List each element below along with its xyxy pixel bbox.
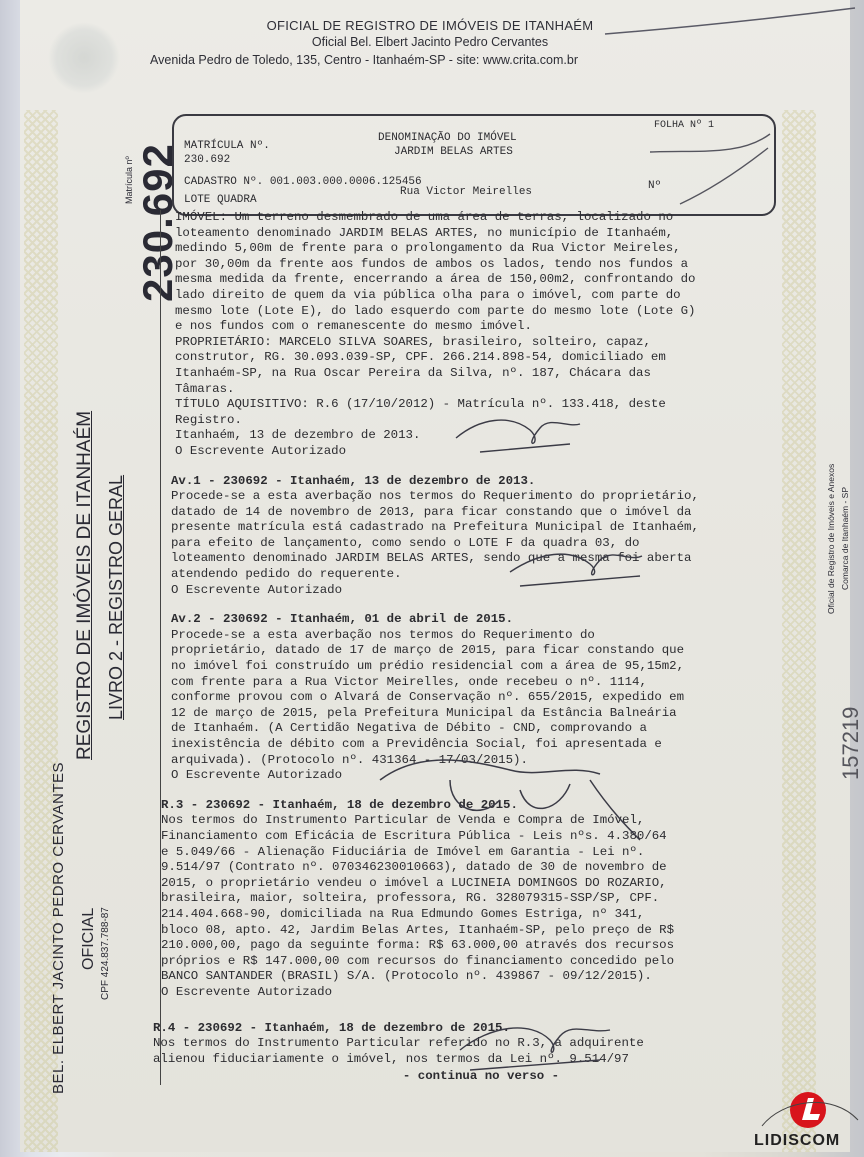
box-rua: Rua Victor Meirelles	[400, 186, 533, 198]
box-lote-quadra: LOTE QUADRA	[184, 194, 257, 206]
box-matricula-value: 230.692	[184, 154, 231, 166]
sidebar-cpf: CPF 424.837.788-87	[100, 907, 111, 1000]
entry-line: 2015, o proprietário vendeu o imóvel a LUCINEIA DOMINGOS DO ROZARIO,	[161, 875, 667, 890]
entry-line: mesma medida da frente, encerrando a área de 150,00m2, confrontando do	[175, 272, 696, 287]
coat-of-arms-seal	[48, 22, 120, 94]
entry-title: Av.2 - 230692 - Itanhaém, 01 de abril de 2015.	[171, 612, 514, 627]
lidiscom-logo	[752, 1080, 862, 1152]
entry-line: 12 de março de 2015, pela Prefeitura Municipal da Estância Balneária	[171, 705, 677, 720]
entry-line: Nos termos do Instrumento Particular de Venda e Compra de Imóvel,	[161, 813, 645, 828]
signature-2	[500, 540, 650, 590]
entry-line: no imóvel foi construído um prédio residencial com a área de 95,15m2,	[171, 659, 685, 674]
entry-line: e 5.049/66 - Alienação Fiduciária de Imóvel em Garantia - Lei nº.	[161, 844, 645, 859]
entry-line: O Escrevente Autorizado	[171, 582, 343, 597]
entry-line: brasileira, maior, solteira, professora, RG. 328079315-SSP/SP, CPF.	[161, 891, 660, 906]
entry-line: para efeito de lançamento, como sendo o LOTE F da quadra 03, do	[171, 535, 640, 550]
entry-line: 214.404.668-90, domiciliada na Rua Edmundo Gomes Estriga, nº 341,	[161, 906, 645, 921]
entry-line: IMÓVEL: Um terreno desmembrado de uma área de terras, localizado no	[175, 210, 674, 224]
entry-line: de Itanhaém. (A Certidão Negativa de Débito - CND, comprovando a	[171, 721, 647, 736]
entry-title: Av.1 - 230692 - Itanhaém, 13 de dezembro de 2013.	[171, 473, 536, 488]
entry-line: PROPRIETÁRIO: MARCELO SILVA SOARES, brasileiro, solteiro, capaz,	[175, 334, 651, 349]
sidebar-livro: LIVRO 2 - REGISTRO GERAL	[106, 474, 126, 720]
entry-line: inexistência de débito com a Previdência Social, foi apresentada e	[171, 737, 662, 751]
entry-line: 210.000,00, pago da seguinte forma: R$ 63.000,00 através dos recursos	[161, 938, 675, 953]
logo-text: LIDISCOM	[754, 1132, 841, 1149]
box-denominacao-label: DENOMINAÇÃO DO IMÓVEL	[378, 132, 517, 144]
entry-line: e nos fundos com o remanescente do mesmo imóvel.	[175, 319, 532, 334]
entry-line: proprietário, datado de 17 de março de 2015, para ficar constando que	[171, 643, 685, 658]
header-title: OFICIAL DE REGISTRO DE IMÓVEIS DE ITANHAÉM	[266, 18, 594, 33]
box-matricula-label: MATRÍCULA Nº.	[184, 140, 270, 152]
entry-line: loteamento denominado JARDIM BELAS ARTES, sendo que a mesma foi aberta	[171, 551, 692, 566]
box-cadastro: CADASTRO Nº. 001.003.000.0006.125456	[184, 176, 422, 188]
entry-line: Registro.	[175, 412, 242, 427]
entry-line: Tâmaras.	[175, 381, 235, 396]
entry-line: Itanhaém, 13 de dezembro de 2013.	[175, 428, 421, 443]
sidebar-matricula-label: Matrícula nº	[124, 156, 134, 204]
entry-line: BANCO SANTANDER (BRASIL) S/A. (Protocolo nº. 439867 - 09/12/2015).	[161, 969, 652, 984]
entry-title: R.4 - 230692 - Itanhaém, 18 de dezembro de 2015.	[153, 1020, 510, 1035]
entry-line: lado direito de quem da via pública olha para o imóvel, com parte do	[175, 287, 681, 302]
box-folha: FOLHA Nº 1	[654, 120, 715, 131]
signature-1	[450, 408, 590, 458]
sidebar-officer-title: OFICIAL	[80, 907, 97, 970]
entry-line: O Escrevente Autorizado	[171, 768, 343, 783]
box-denominacao-value: JARDIM BELAS ARTES	[394, 146, 513, 158]
entry-title: R.3 - 230692 - Itanhaém, 18 de dezembro de 2015.	[161, 797, 518, 812]
entry-line: Procede-se a esta averbação nos termos do Requerimento do proprietário,	[171, 489, 699, 504]
sidebar-officer-name: BEL. ELBERT JACINTO PEDRO CERVANTES	[50, 761, 67, 1094]
registry-entries	[153, 210, 801, 1085]
entry-line: arquivada). (Protocolo nº. 431364 - 17/03/2015).	[171, 752, 528, 767]
box-pen-stroke	[640, 130, 780, 210]
entry-line: datado de 14 de novembro de 2013, para ficar constando que o imóvel da	[171, 504, 692, 519]
entry-line: mesmo lote (Lote E), do lado esquerdo com parte do mesmo lote (Lote G)	[175, 303, 696, 318]
right-stamp-line1: Oficial de Registro de Imóveis e Anexos	[826, 463, 836, 614]
entry-line: por 30,00m da frente aos fundos de ambos os lados, tendo nos fundos a	[175, 256, 689, 271]
edge-number: 157219	[838, 706, 863, 780]
continua-footer: - continua no verso -	[402, 1069, 560, 1084]
entry-line: 9.514/97 (Contrato nº. 070346230010663), datado de 30 de novembro de	[161, 860, 667, 875]
entry-av1	[171, 474, 801, 599]
entry-line: conforme provou com o Alvará de Conservação nº. 655/2015, expedido em	[171, 690, 685, 705]
entry-line: presente matrícula está cadastrado na Prefeitura Municipal de Itanhaém,	[171, 520, 699, 535]
entry-line: Procede-se a esta averbação nos termos do Requerimento do	[171, 627, 595, 642]
box-numero-label: Nº	[648, 180, 662, 192]
entry-line: medindo 5,00m de frente para o prolongamento da Rua Victor Meireles,	[175, 241, 681, 256]
entry-line: O Escrevente Autorizado	[161, 984, 333, 999]
entry-line: alienou fiduciariamente o imóvel, nos termos da Lei nº. 9.514/97	[153, 1051, 629, 1066]
signature-3	[360, 740, 660, 850]
entry-line: bloco 08, apto. 42, Jardim Belas Artes, Itanhaém-SP, pelo preço de R$	[161, 922, 675, 937]
right-stamp-line2: Comarca de Itanhaém - SP	[840, 487, 850, 590]
entry-line: O Escrevente Autorizado	[175, 443, 347, 458]
entry-line: atendendo pedido do requerente.	[171, 567, 402, 582]
entry-line: com frente para a Rua Victor Meirelles, onde recebeu o nº. 1114,	[171, 674, 647, 689]
header-officer: Oficial Bel. Elbert Jacinto Pedro Cervantes	[311, 35, 549, 49]
header-pen-stroke	[600, 0, 860, 60]
entry-line: construtor, RG. 30.093.039-SP, CPF. 266.214.898-54, domiciliado em	[175, 350, 666, 365]
header-address: Avenida Pedro de Toledo, 135, Centro - Itanhaém-SP - site: www.crita.com.br	[150, 53, 578, 67]
entry-line: Financiamento com Eficácia de Escritura Pública - Leis nºs. 4.380/64	[161, 828, 667, 843]
entry-line: Itanhaém-SP, na Rua Oscar Pereira da Silva, nº. 187, Chácara das	[175, 365, 651, 380]
sidebar-matricula-number: 230.692	[134, 143, 181, 302]
entry-line: próprios e R$ 147.000,00 com recursos do financiamento concedido pelo	[161, 953, 675, 968]
entry-line: Nos termos do Instrumento Particular referido no R.3, a adquirente	[153, 1036, 644, 1051]
entry-line: TÍTULO AQUISITIVO: R.6 (17/10/2012) - Matrícula nº. 133.418, deste	[175, 397, 666, 412]
signature-4	[450, 1010, 620, 1080]
entry-line: loteamento denominado JARDIM BELAS ARTES, no município de Itanhaém,	[175, 225, 674, 240]
sidebar-registry-title: REGISTRO DE IMÓVEIS DE ITANHAÉM	[74, 410, 95, 760]
